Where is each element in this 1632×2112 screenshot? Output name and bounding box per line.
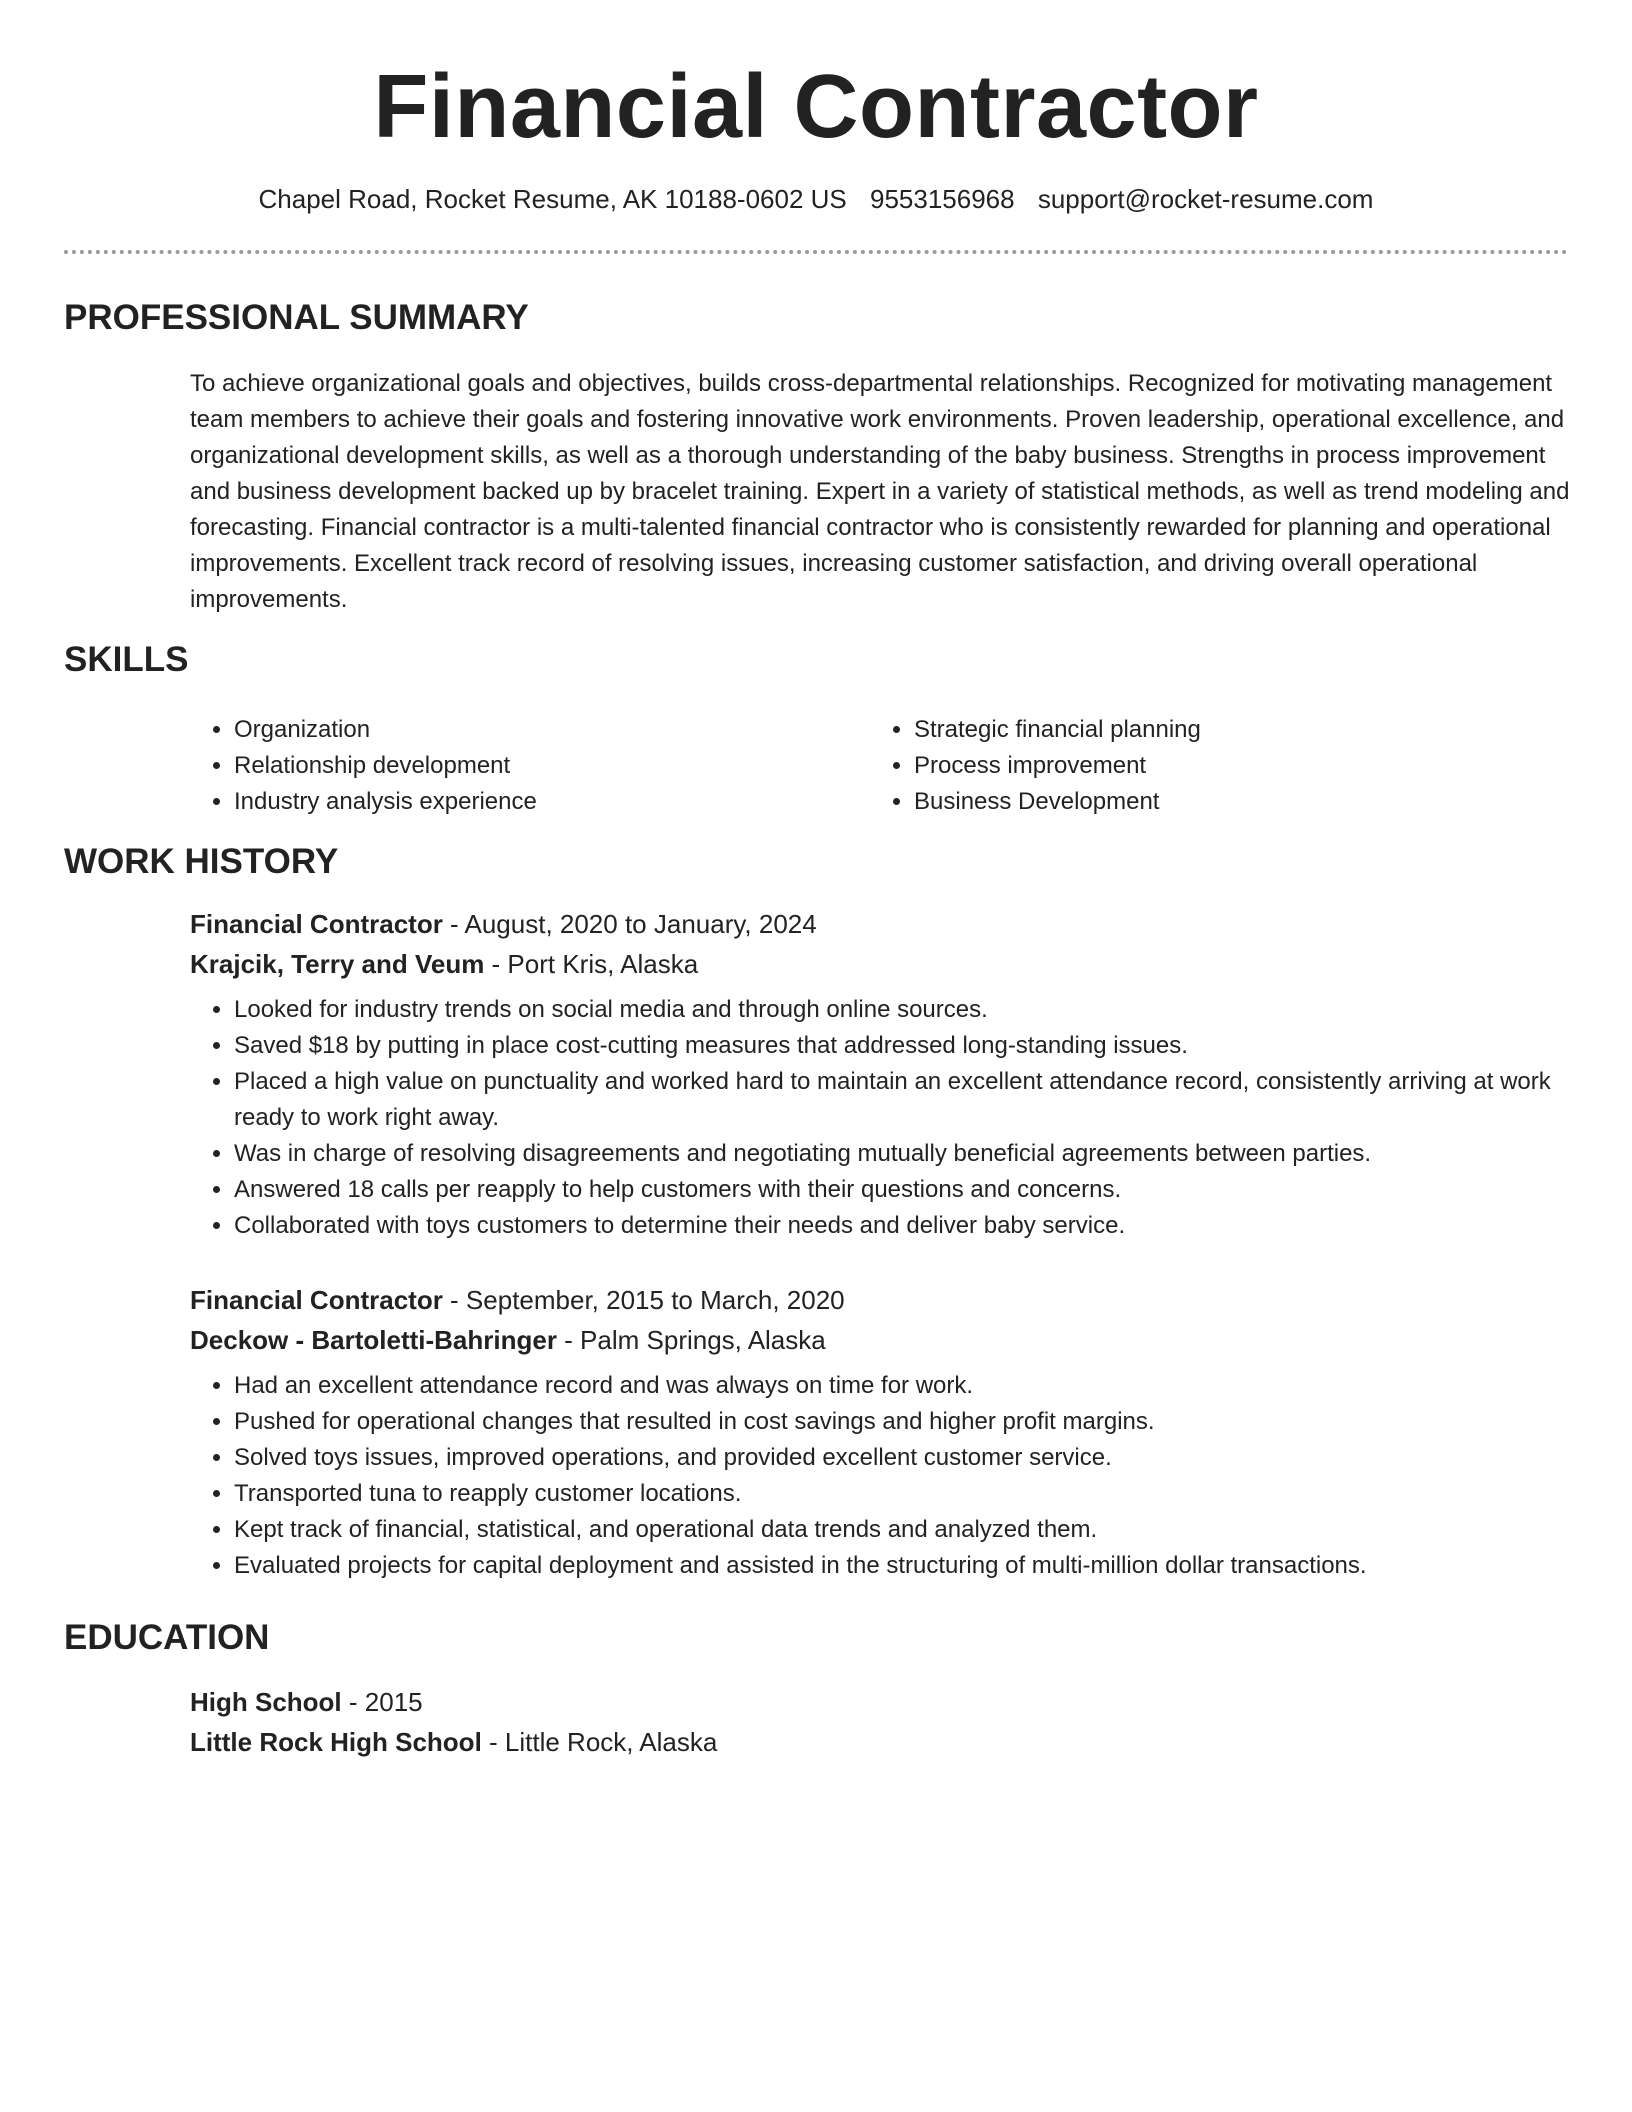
job-company-line xyxy=(190,1320,1570,1360)
job-bullet: • Saved $18 by putting in place cost-cutting measures that addressed long-standing issues. xyxy=(234,1028,1570,1064)
degree-year: - 2015 xyxy=(341,1687,423,1717)
job-dates: - August, 2020 to January, 2024 xyxy=(442,909,817,939)
skill-item: • Strategic financial planning xyxy=(914,712,1550,748)
job-bullet: • Collaborated with toys customers to determine their needs and deliver baby service. xyxy=(234,1208,1570,1244)
job-location: - Palm Springs, Alaska xyxy=(556,1325,826,1355)
job-bullet: • Answered 18 calls per reapply to help customers with their questions and concerns. xyxy=(234,1172,1570,1208)
summary-heading: PROFESSIONAL SUMMARY xyxy=(64,298,529,337)
job-bullet: • Evaluated projects for capital deployment and assisted in the structuring of multi-million dollar transactions. xyxy=(234,1548,1570,1584)
job-dates: - September, 2015 to March, 2020 xyxy=(442,1285,845,1315)
work-history-heading: WORK HISTORY xyxy=(64,842,339,881)
job-bullet: • Was in charge of resolving disagreements and negotiating mutually beneficial agreements between parties. xyxy=(234,1136,1570,1172)
job-bullet: • Kept track of financial, statistical, and operational data trends and analyzed them. xyxy=(234,1512,1570,1548)
job-entry xyxy=(190,1280,1570,1584)
skill-item: • Relationship development xyxy=(234,748,870,784)
skills-column-right xyxy=(870,712,1550,820)
skills-column-left xyxy=(190,712,870,820)
email-link[interactable]: support@rocket-resume.com xyxy=(1037,184,1374,214)
candidate-name: Financial Contractor xyxy=(373,57,1259,157)
job-bullet: • Had an excellent attendance record and was always on time for work. xyxy=(234,1368,1570,1404)
school-name: Little Rock High School xyxy=(190,1727,482,1757)
degree-line xyxy=(190,1682,1570,1722)
phone-text: 9553156968 xyxy=(870,184,1015,214)
job-bullets xyxy=(190,1368,1570,1584)
job-title-line xyxy=(190,1280,1570,1320)
school-location: - Little Rock, Alaska xyxy=(481,1727,718,1757)
skill-item: • Industry analysis experience xyxy=(234,784,870,820)
education-entry xyxy=(190,1682,1570,1762)
education-heading: EDUCATION xyxy=(64,1618,270,1657)
job-company: Deckow - Bartoletti-Bahringer xyxy=(190,1325,557,1355)
job-title: Financial Contractor xyxy=(190,909,443,939)
summary-text: To achieve organizational goals and objectives, builds cross-departmental relationships. Recognized for motivating management team members to achieve their goals and fostering innovative work environments. Proven leadership, operational excellence, and organizational development skills, as well as a thorough understanding of the baby business. Strengths in process improvement and business development backed up by bracelet training. Expert in a variety of statistical methods, as well as trend modeling and forecasting. Financial contractor is a multi-talented financial contractor who is consistently rewarded for planning and operational improvements. Excellent track record of resolving issues, increasing customer satisfaction, and driving overall operational improvements. xyxy=(190,370,1570,613)
skills-list xyxy=(190,712,1570,820)
job-title: Financial Contractor xyxy=(190,1285,443,1315)
skill-item: • Process improvement xyxy=(914,748,1550,784)
header-divider xyxy=(64,250,1568,254)
job-entry xyxy=(190,904,1570,1244)
skills-heading: SKILLS xyxy=(64,640,189,679)
degree-name: High School xyxy=(190,1687,342,1717)
job-bullet: • Placed a high value on punctuality and worked hard to maintain an excellent attendance record, consistently arriving at work ready to work right away. xyxy=(234,1064,1570,1136)
skill-item: • Organization xyxy=(234,712,870,748)
job-company-line xyxy=(190,944,1570,984)
job-company: Krajcik, Terry and Veum xyxy=(190,949,485,979)
skill-item: • Business Development xyxy=(914,784,1550,820)
address-text: Chapel Road, Rocket Resume, AK 10188-0602 US xyxy=(258,184,847,214)
job-bullet: • Pushed for operational changes that resulted in cost savings and higher profit margins. xyxy=(234,1404,1570,1440)
contact-info xyxy=(0,182,1632,216)
job-bullet: • Transported tuna to reapply customer locations. xyxy=(234,1476,1570,1512)
job-bullet: • Looked for industry trends on social media and through online sources. xyxy=(234,992,1570,1028)
job-location: - Port Kris, Alaska xyxy=(484,949,699,979)
school-line xyxy=(190,1722,1570,1762)
job-bullets xyxy=(190,992,1570,1244)
job-bullet: • Solved toys issues, improved operations, and provided excellent customer service. xyxy=(234,1440,1570,1476)
job-title-line xyxy=(190,904,1570,944)
